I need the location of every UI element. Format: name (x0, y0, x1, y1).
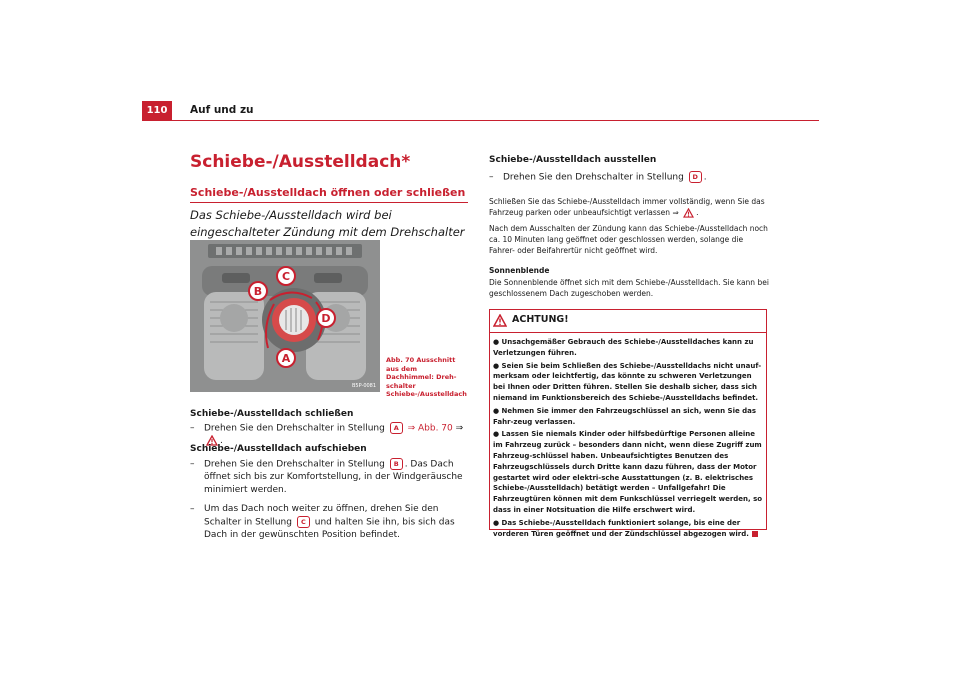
intro-text: Das Schiebe-/Ausstelldach wird bei eingeschalteter Zündung mit dem Drehschalter (190, 208, 465, 239)
figure-label-a (277, 349, 295, 367)
section-title: Schiebe-/Ausstelldach* (190, 152, 411, 172)
figure-caption: Abb. 70 Ausschnitt aus dem Dachhimmel: Dreh-schalter Schiebe-/Ausstelldach (386, 356, 467, 398)
close-advice-text: Schließen Sie das Schiebe-/Ausstelldach immer vollständig, wenn Sie das Fahrzeug parken oder unbeaufsichtigt verlassen ⇒ . (489, 197, 765, 217)
warning-box (489, 309, 767, 538)
chapter-title: Auf und zu (190, 104, 254, 116)
svg-text:D: D (321, 312, 331, 325)
svg-text:A: A (281, 352, 291, 365)
figure-code: B5P-0081 (352, 383, 377, 389)
open-heading: Schiebe-/Ausstelldach aufschieben (190, 444, 367, 454)
page-number: 110 (142, 101, 172, 121)
open-step-2: – Um das Dach noch weiter zu öffnen, drehen Sie den Schalter in Stellung C und halten Sie ihn, bis sich das Dach in der gewünschten Position befindet. (190, 504, 455, 540)
warning-bullet: ● Nehmen Sie immer den Fahrzeugschlüssel an sich, wenn Sie das Fahr-zeug verlassen. (493, 406, 757, 426)
section-subtitle: Schiebe-/Ausstelldach öffnen oder schließen (190, 186, 466, 199)
warning-bullet: ● Unsachgemäßer Gebrauch des Schiebe-/Ausstelldaches kann zu Verletzungen führen. (493, 338, 754, 357)
tilt-step: – Drehen Sie den Drehschalter in Stellung D . (489, 172, 707, 183)
figure-label-c (277, 267, 295, 285)
ignition-off-text: Nach dem Ausschalten der Zündung kann das Schiebe-/Ausstelldach noch ca. 10 Minuten lang geöffnet oder geschlossen werden, solange die Fahrer- oder Beifahrertür nicht geöffnet wird. (489, 224, 768, 255)
roof-console-illustration (190, 240, 380, 392)
figure-roof-console (190, 240, 380, 392)
close-heading: Schiebe-/Ausstelldach schließen (190, 409, 354, 419)
open-step-1: – Drehen Sie den Drehschalter in Stellung B . Das Dach öffnet sich bis zur Komfortstellung, in der Windgeräusche minimiert werden. (190, 459, 463, 495)
svg-text:B: B (253, 285, 263, 298)
header-divider (142, 120, 819, 121)
close-step: – Drehen Sie den Drehschalter in Stellung A ⇒ Abb. 70 ⇒ . (190, 423, 464, 446)
figure-label-d (317, 309, 335, 327)
warning-bullet: ● Lassen Sie niemals Kinder oder hilfsbedürftige Personen alleine im Fahrzeug zurück – besonders dann nicht, wenn diese Zugriff zum Fahrzeug-schlüssel haben. Unbeaufsichtigtes Benutzen des Fahrzeugschlüssels durch Dritte kann dazu führen, dass der Motor gestartet wird oder elektri-sche Ausstattungen (z. B. elektrisches Schiebe-/Ausstelldach) betätigt werden – Unfallgefahr! Die Fahrzeugtüren können mit dem Funkschlüssel verriegelt werden, so dass in einer Notsituation die Hilfe erschwert wird. (493, 430, 763, 514)
warning-divider (490, 332, 766, 333)
position-badge-a: A (390, 422, 403, 434)
sunshade-heading: Sonnenblende (489, 266, 550, 275)
warning-bullet: ● Das Schiebe-/Ausstelldach funktioniert solange, bis eine der vorderen Türen geöffnet und der Zündschlüssel abgezogen wird. (493, 518, 765, 540)
position-badge-d: D (689, 171, 702, 183)
tilt-heading: Schiebe-/Ausstelldach ausstellen (489, 155, 657, 165)
sunshade-text: Die Sonnenblende öffnet sich mit dem Schiebe-/Ausstelldach. Sie kann bei geschlossenem Dach zugeschoben werden. (489, 278, 769, 298)
warning-icon (683, 208, 694, 218)
warning-triangle-icon (493, 314, 507, 327)
svg-text:C: C (281, 270, 291, 283)
warning-bullets (493, 337, 765, 541)
position-badge-c: C (297, 516, 310, 528)
subtitle-divider (190, 202, 468, 203)
figure-label-b (249, 282, 267, 300)
warning-title: ACHTUNG! (512, 314, 569, 325)
figure-reference-link[interactable]: ⇒ Abb. 70 (407, 423, 453, 434)
end-marker (752, 531, 758, 537)
warning-bullet: ● Seien Sie beim Schließen des Schiebe-/Ausstelldachs nicht unauf-merksam oder leichtfertig, das könnte zu schweren Verletzungen bei Ihnen oder Dritten führen. Stellen Sie deshalb sicher, dass sich niemand im Funktionsbereich des Schiebe-/Ausstelldachs befindet. (493, 361, 762, 402)
position-badge-b: B (390, 458, 403, 470)
